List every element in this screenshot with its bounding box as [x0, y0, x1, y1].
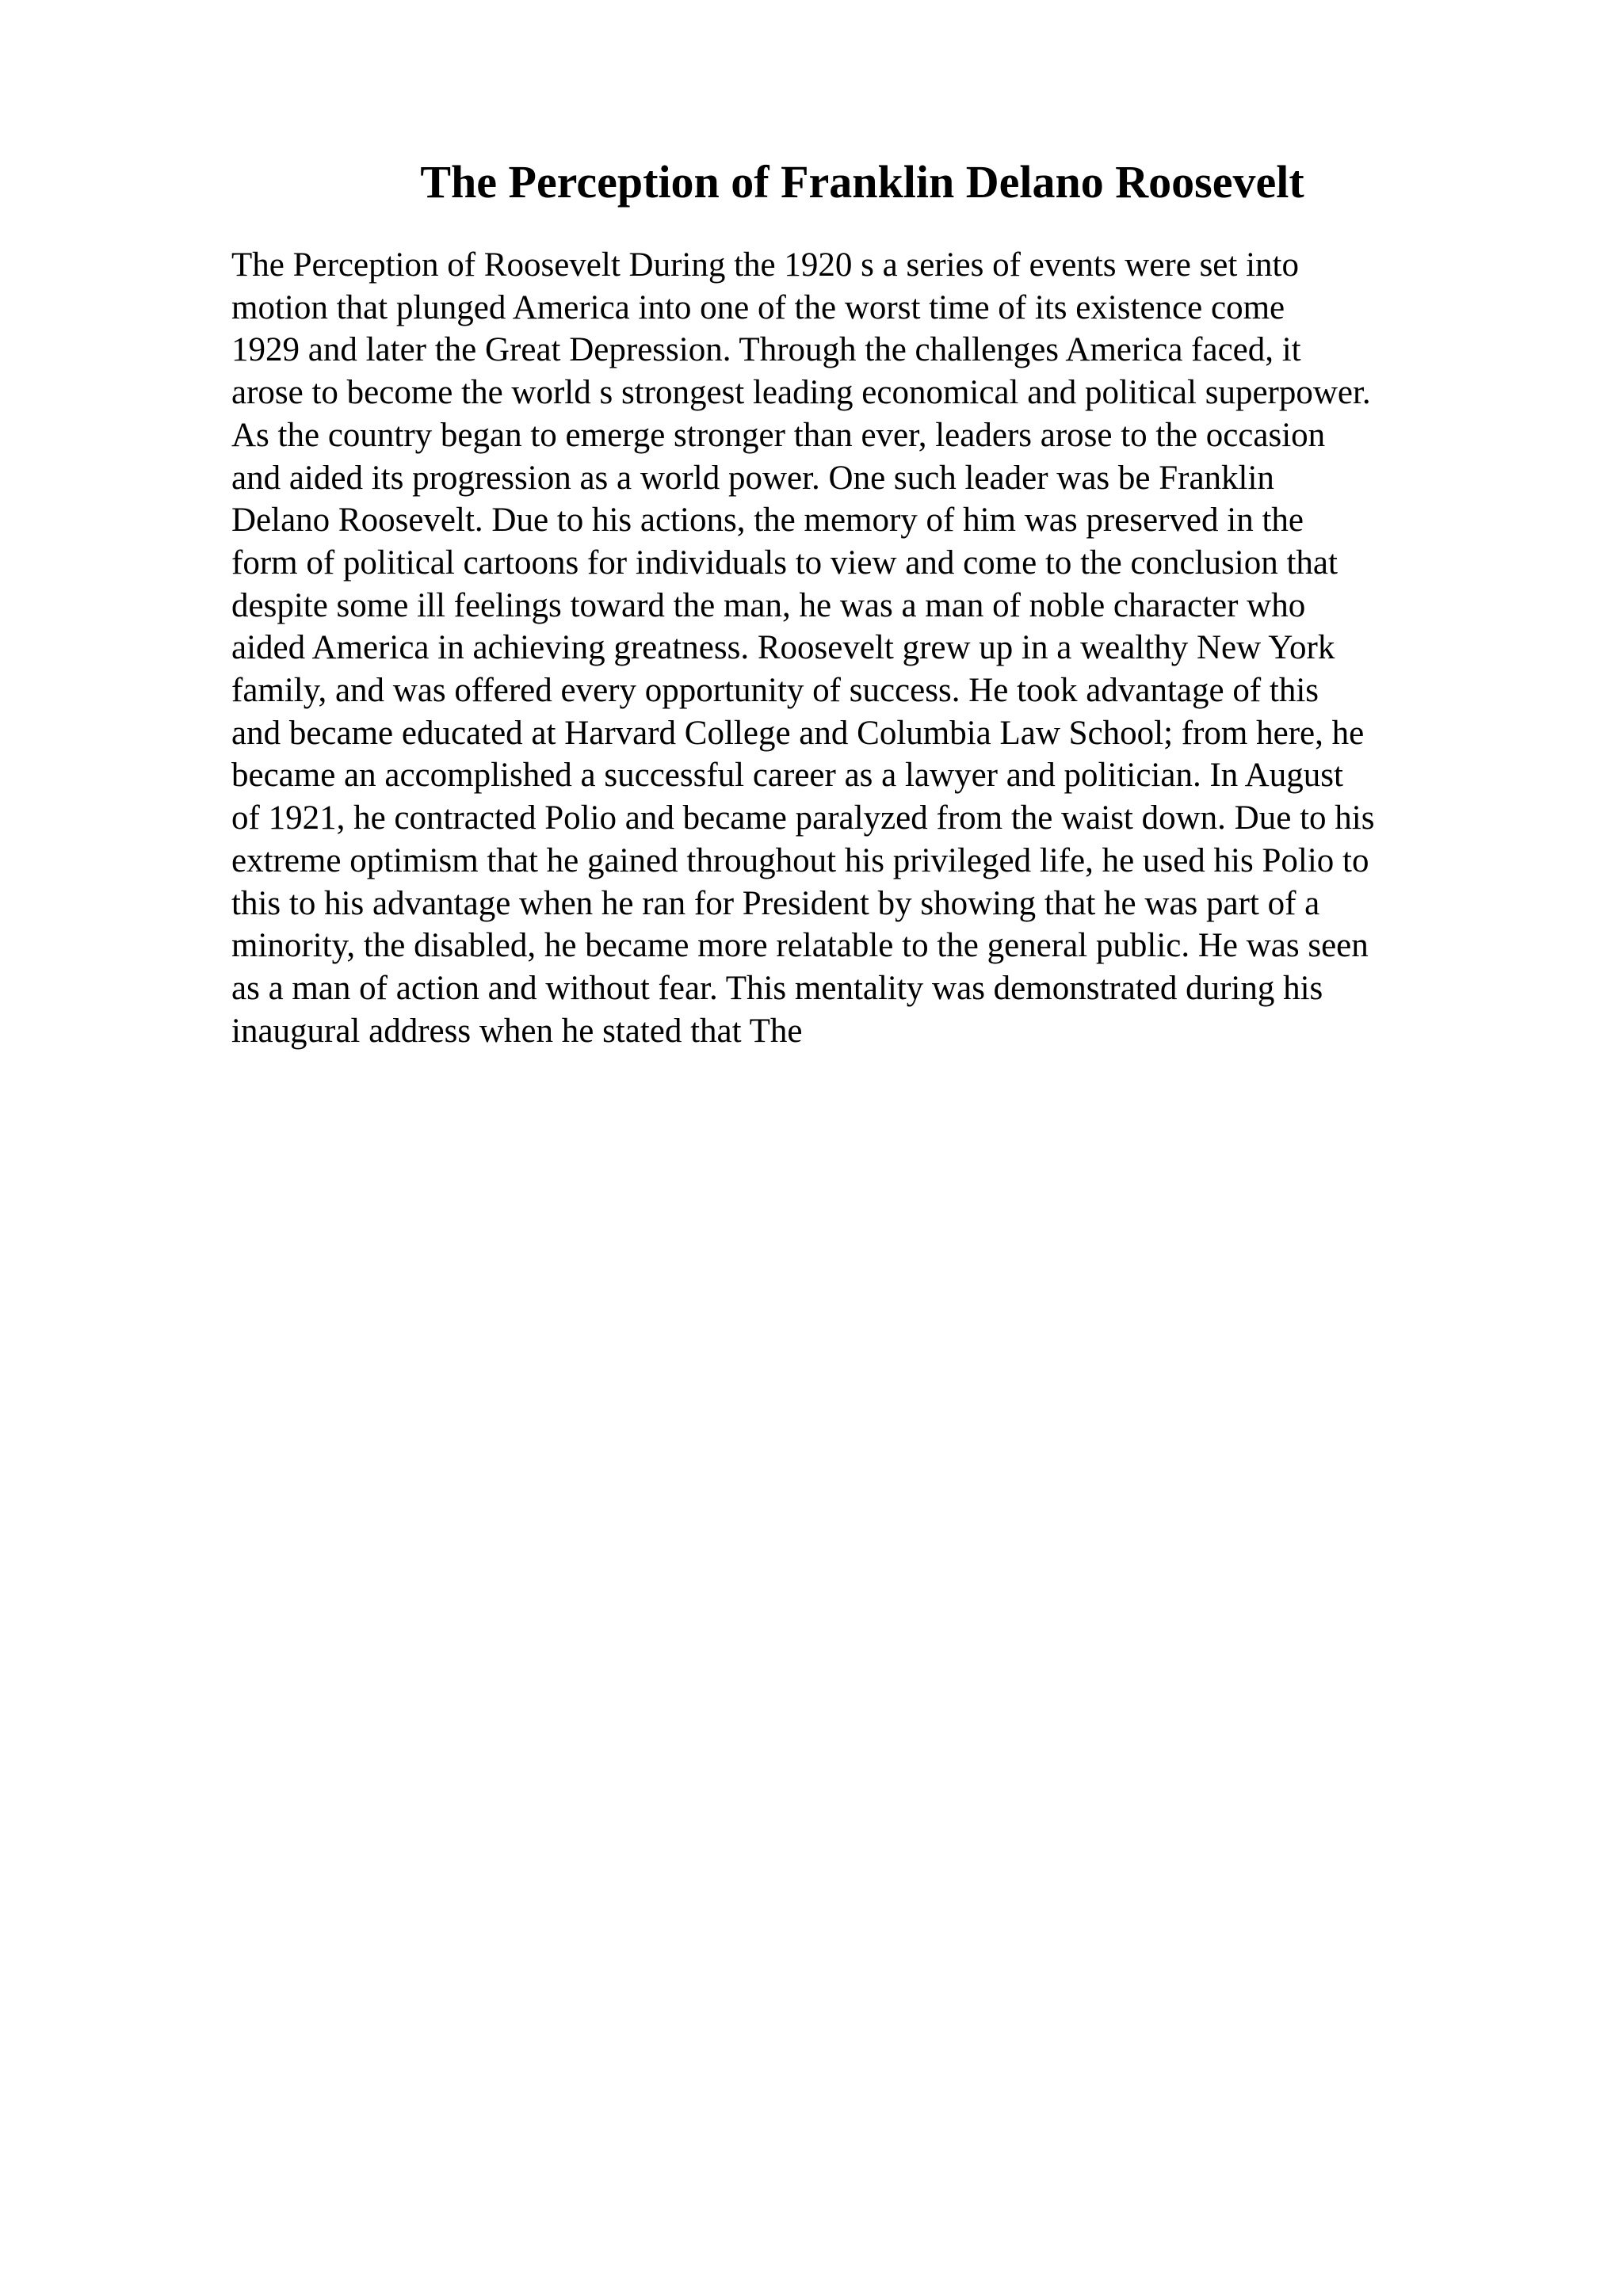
body-line: 1929 and later the Great Depression. Through the challenges America faced, it: [231, 331, 1301, 369]
body-line: of 1921, he contracted Polio and became paralyzed from the waist down. Due to his: [231, 799, 1375, 837]
body-line: despite some ill feelings toward the man, he was a man of noble character who: [231, 586, 1306, 624]
body-line: Delano Roosevelt. Due to his actions, the memory of him was preserved in the: [231, 502, 1304, 540]
body-line: this to his advantage when he ran for President by showing that he was part of a: [231, 884, 1320, 922]
body-line: The Perception of Roosevelt During the 1920 s a series of events were set into: [231, 246, 1299, 284]
body-line: as a man of action and without fear. This mentality was demonstrated during his: [231, 969, 1323, 1007]
body-line: and aided its progression as a world power. One such leader was be Franklin: [231, 459, 1274, 497]
body-line: and became educated at Harvard College and Columbia Law School; from here, he: [231, 714, 1365, 752]
body-line: family, and was offered every opportunity of success. He took advantage of this: [231, 672, 1319, 710]
body-line: minority, the disabled, he became more relatable to the general public. He was seen: [231, 927, 1369, 965]
document-title: The Perception of Franklin Delano Roosevelt: [420, 156, 1304, 208]
body-line: aided America in achieving greatness. Roosevelt grew up in a wealthy New York: [231, 629, 1335, 667]
body-line: arose to become the world s strongest leading economical and political superpower.: [231, 374, 1371, 412]
body-line: motion that plunged America into one of the worst time of its existence come: [231, 288, 1285, 326]
body-line: inaugural address when he stated that The: [231, 1012, 803, 1050]
body-line: form of political cartoons for individuals to view and come to the conclusion that: [231, 543, 1338, 582]
body-line: As the country began to emerge stronger than ever, leaders arose to the occasion: [231, 416, 1326, 454]
body-line: became an accomplished a successful career as a lawyer and politician. In August: [231, 757, 1343, 795]
document-body: [231, 244, 1499, 1052]
body-line: extreme optimism that he gained throughout his privileged life, he used his Polio to: [231, 841, 1369, 879]
